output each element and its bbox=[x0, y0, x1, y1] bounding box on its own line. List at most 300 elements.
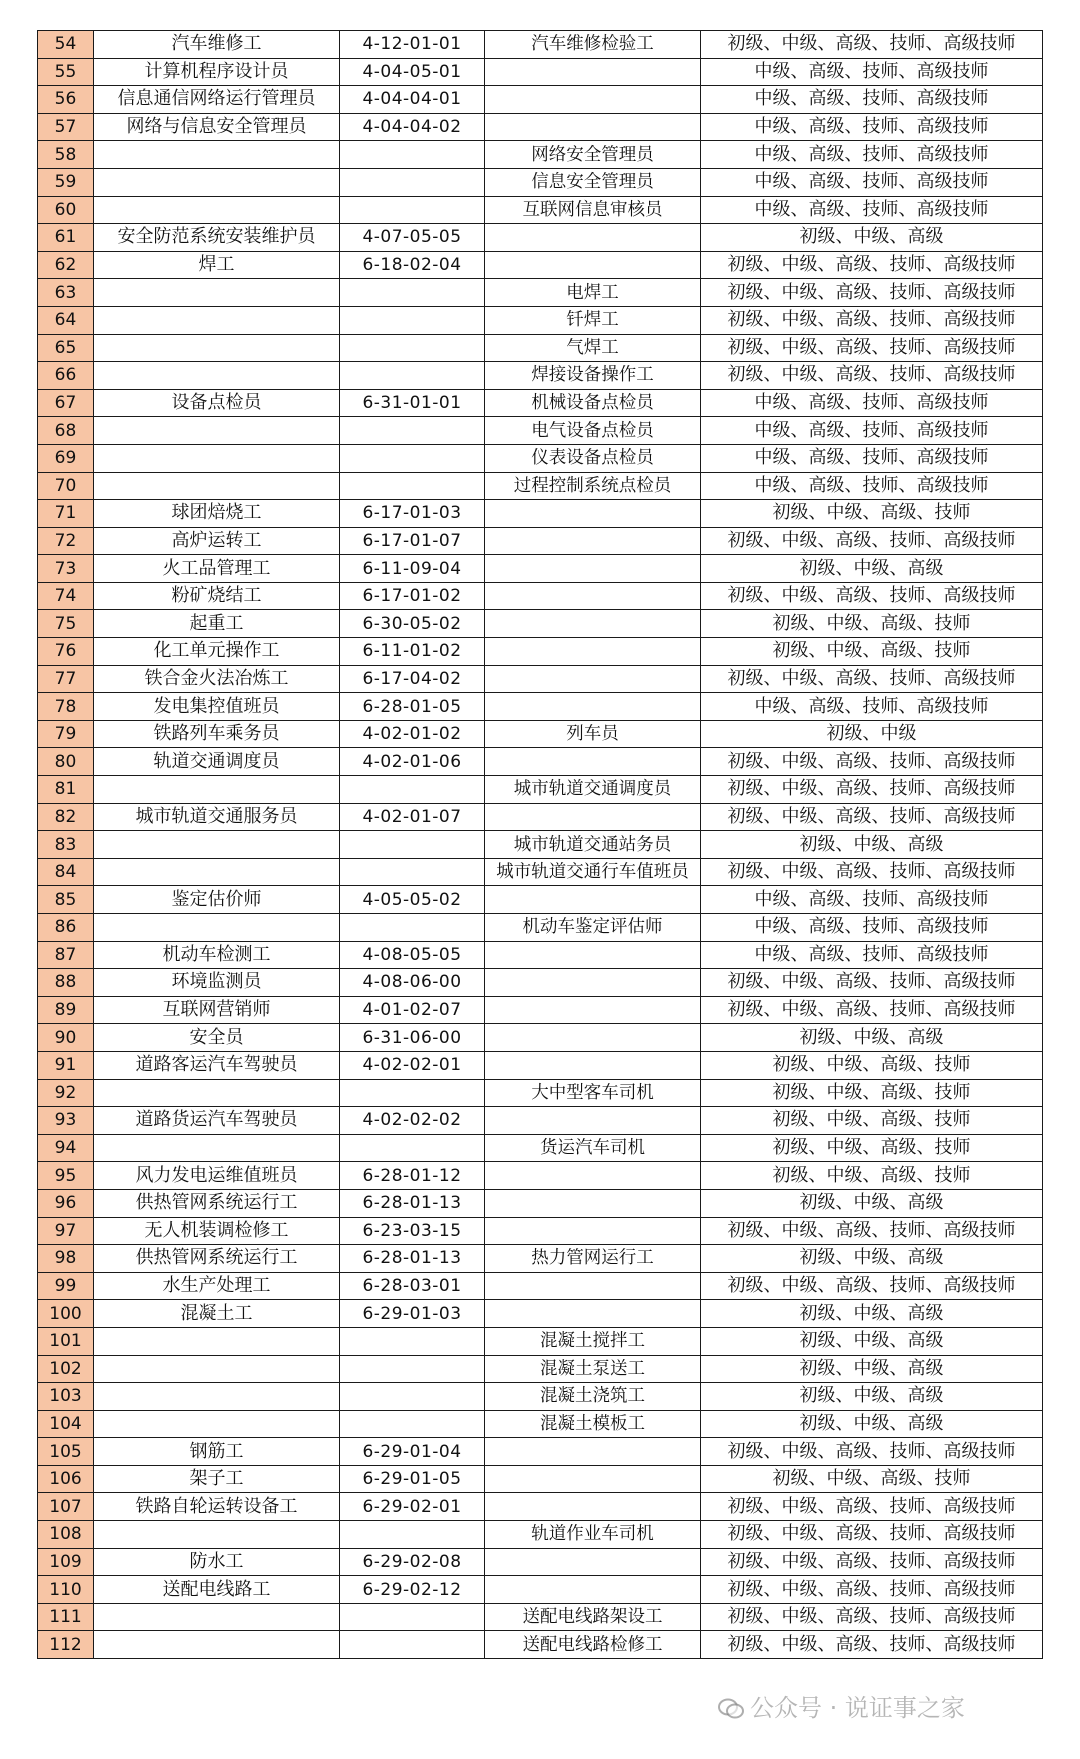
table-row bbox=[38, 1465, 1043, 1493]
skill-levels: 中级、高级、技师、高级技师 bbox=[701, 693, 1043, 721]
occupation-name: 环境监测员 bbox=[94, 969, 340, 997]
skill-levels: 中级、高级、技师、高级技师 bbox=[701, 168, 1043, 196]
table-row bbox=[38, 1327, 1043, 1355]
occupation-name bbox=[94, 1631, 340, 1659]
row-index: 76 bbox=[38, 638, 94, 666]
skill-levels: 初级、中级、高级、技师 bbox=[701, 638, 1043, 666]
occupation-name: 供热管网系统运行工 bbox=[94, 1245, 340, 1273]
table-row bbox=[38, 279, 1043, 307]
occupation-code: 6-29-01-03 bbox=[340, 1300, 485, 1328]
sub-occupation bbox=[485, 1024, 701, 1052]
occupation-table-container bbox=[37, 30, 1042, 1659]
row-index: 92 bbox=[38, 1079, 94, 1107]
skill-levels: 初级、中级、高级、技师、高级技师 bbox=[701, 1631, 1043, 1659]
skill-levels: 初级、中级、高级、技师、高级技师 bbox=[701, 748, 1043, 776]
sub-occupation bbox=[485, 1548, 701, 1576]
occupation-code: 4-05-05-02 bbox=[340, 886, 485, 914]
occupation-code: 4-02-02-02 bbox=[340, 1107, 485, 1135]
occupation-name bbox=[94, 914, 340, 942]
sub-occupation bbox=[485, 1272, 701, 1300]
row-index: 58 bbox=[38, 141, 94, 169]
occupation-code: 6-17-01-07 bbox=[340, 527, 485, 555]
occupation-code: 6-29-02-12 bbox=[340, 1576, 485, 1604]
table-row bbox=[38, 1493, 1043, 1521]
row-index: 96 bbox=[38, 1189, 94, 1217]
table-row bbox=[38, 334, 1043, 362]
table-row bbox=[38, 665, 1043, 693]
occupation-name: 鉴定估价师 bbox=[94, 886, 340, 914]
sub-occupation: 电气设备点检员 bbox=[485, 417, 701, 445]
row-index: 81 bbox=[38, 776, 94, 804]
skill-levels: 初级、中级、高级、技师 bbox=[701, 1051, 1043, 1079]
occupation-name bbox=[94, 1410, 340, 1438]
skill-levels: 初级、中级、高级、技师 bbox=[701, 1465, 1043, 1493]
sub-occupation bbox=[485, 969, 701, 997]
watermark bbox=[718, 1688, 965, 1723]
occupation-code bbox=[340, 362, 485, 390]
occupation-name: 轨道交通调度员 bbox=[94, 748, 340, 776]
table-row bbox=[38, 803, 1043, 831]
occupation-name: 网络与信息安全管理员 bbox=[94, 113, 340, 141]
table-row bbox=[38, 1162, 1043, 1190]
table-row bbox=[38, 941, 1043, 969]
sub-occupation bbox=[485, 941, 701, 969]
occupation-code: 4-02-01-07 bbox=[340, 803, 485, 831]
table-row bbox=[38, 1189, 1043, 1217]
sub-occupation: 焊接设备操作工 bbox=[485, 362, 701, 390]
occupation-name: 互联网营销师 bbox=[94, 996, 340, 1024]
skill-levels: 中级、高级、技师、高级技师 bbox=[701, 941, 1043, 969]
wechat-icon bbox=[718, 1698, 744, 1720]
occupation-code: 6-30-05-02 bbox=[340, 610, 485, 638]
occupation-name: 混凝土工 bbox=[94, 1300, 340, 1328]
occupation-code bbox=[340, 417, 485, 445]
row-index: 64 bbox=[38, 306, 94, 334]
occupation-code bbox=[340, 858, 485, 886]
occupation-name bbox=[94, 1521, 340, 1549]
row-index: 104 bbox=[38, 1410, 94, 1438]
row-index: 80 bbox=[38, 748, 94, 776]
occupation-name: 道路货运汽车驾驶员 bbox=[94, 1107, 340, 1135]
occupation-name: 铁合金火法冶炼工 bbox=[94, 665, 340, 693]
skill-levels: 中级、高级、技师、高级技师 bbox=[701, 196, 1043, 224]
row-index: 86 bbox=[38, 914, 94, 942]
skill-levels: 中级、高级、技师、高级技师 bbox=[701, 58, 1043, 86]
table-row bbox=[38, 251, 1043, 279]
occupation-code bbox=[340, 1410, 485, 1438]
skill-levels: 中级、高级、技师、高级技师 bbox=[701, 389, 1043, 417]
row-index: 83 bbox=[38, 831, 94, 859]
occupation-code bbox=[340, 1603, 485, 1631]
occupation-code bbox=[340, 1134, 485, 1162]
occupation-code: 6-28-01-05 bbox=[340, 693, 485, 721]
row-index: 62 bbox=[38, 251, 94, 279]
occupation-name: 供热管网系统运行工 bbox=[94, 1189, 340, 1217]
occupation-code: 4-12-01-01 bbox=[340, 31, 485, 59]
skill-levels: 初级、中级、高级 bbox=[701, 1355, 1043, 1383]
row-index: 77 bbox=[38, 665, 94, 693]
sub-occupation bbox=[485, 224, 701, 252]
row-index: 54 bbox=[38, 31, 94, 59]
row-index: 108 bbox=[38, 1521, 94, 1549]
sub-occupation: 混凝土泵送工 bbox=[485, 1355, 701, 1383]
occupation-name bbox=[94, 141, 340, 169]
occupation-name: 水生产处理工 bbox=[94, 1272, 340, 1300]
skill-levels: 初级、中级、高级、技师、高级技师 bbox=[701, 1521, 1043, 1549]
table-body bbox=[38, 31, 1043, 1659]
table-row bbox=[38, 886, 1043, 914]
skill-levels: 初级、中级、高级 bbox=[701, 831, 1043, 859]
occupation-name bbox=[94, 776, 340, 804]
row-index: 63 bbox=[38, 279, 94, 307]
row-index: 112 bbox=[38, 1631, 94, 1659]
table-row bbox=[38, 776, 1043, 804]
row-index: 109 bbox=[38, 1548, 94, 1576]
occupation-name: 安全员 bbox=[94, 1024, 340, 1052]
sub-occupation: 列车员 bbox=[485, 720, 701, 748]
occupation-code: 6-28-03-01 bbox=[340, 1272, 485, 1300]
skill-levels: 初级、中级、高级、技师、高级技师 bbox=[701, 1272, 1043, 1300]
skill-levels: 初级、中级、高级、技师、高级技师 bbox=[701, 1217, 1043, 1245]
sub-occupation: 仪表设备点检员 bbox=[485, 444, 701, 472]
row-index: 78 bbox=[38, 693, 94, 721]
sub-occupation bbox=[485, 610, 701, 638]
occupation-code bbox=[340, 472, 485, 500]
table-row bbox=[38, 141, 1043, 169]
sub-occupation bbox=[485, 1051, 701, 1079]
sub-occupation bbox=[485, 1438, 701, 1466]
table-row bbox=[38, 1024, 1043, 1052]
row-index: 84 bbox=[38, 858, 94, 886]
skill-levels: 中级、高级、技师、高级技师 bbox=[701, 86, 1043, 114]
occupation-name: 信息通信网络运行管理员 bbox=[94, 86, 340, 114]
occupation-code bbox=[340, 1383, 485, 1411]
sub-occupation: 钎焊工 bbox=[485, 306, 701, 334]
table-row bbox=[38, 1134, 1043, 1162]
skill-levels: 初级、中级、高级 bbox=[701, 1245, 1043, 1273]
skill-levels: 初级、中级、高级、技师、高级技师 bbox=[701, 527, 1043, 555]
occupation-name: 高炉运转工 bbox=[94, 527, 340, 555]
table-row bbox=[38, 831, 1043, 859]
skill-levels: 初级、中级、高级、技师、高级技师 bbox=[701, 1548, 1043, 1576]
skill-levels: 初级、中级、高级 bbox=[701, 1327, 1043, 1355]
sub-occupation bbox=[485, 113, 701, 141]
row-index: 56 bbox=[38, 86, 94, 114]
sub-occupation: 热力管网运行工 bbox=[485, 1245, 701, 1273]
table-row bbox=[38, 582, 1043, 610]
table-row bbox=[38, 1245, 1043, 1273]
skill-levels: 初级、中级、高级、技师 bbox=[701, 1162, 1043, 1190]
row-index: 72 bbox=[38, 527, 94, 555]
occupation-code: 6-17-04-02 bbox=[340, 665, 485, 693]
sub-occupation bbox=[485, 886, 701, 914]
row-index: 100 bbox=[38, 1300, 94, 1328]
occupation-name: 架子工 bbox=[94, 1465, 340, 1493]
occupation-name bbox=[94, 417, 340, 445]
sub-occupation bbox=[485, 1107, 701, 1135]
occupation-name: 防水工 bbox=[94, 1548, 340, 1576]
table-row bbox=[38, 444, 1043, 472]
sub-occupation: 网络安全管理员 bbox=[485, 141, 701, 169]
row-index: 85 bbox=[38, 886, 94, 914]
table-row bbox=[38, 196, 1043, 224]
sub-occupation bbox=[485, 527, 701, 555]
table-row bbox=[38, 1410, 1043, 1438]
row-index: 105 bbox=[38, 1438, 94, 1466]
row-index: 67 bbox=[38, 389, 94, 417]
skill-levels: 初级、中级、高级、技师、高级技师 bbox=[701, 1438, 1043, 1466]
occupation-code: 6-11-01-02 bbox=[340, 638, 485, 666]
watermark-text: 公众号 · 说证事之家 bbox=[750, 1694, 965, 1722]
sub-occupation: 送配电线路检修工 bbox=[485, 1631, 701, 1659]
table-row bbox=[38, 31, 1043, 59]
table-row bbox=[38, 1438, 1043, 1466]
skill-levels: 初级、中级、高级 bbox=[701, 1410, 1043, 1438]
sub-occupation bbox=[485, 1217, 701, 1245]
occupation-name bbox=[94, 472, 340, 500]
sub-occupation bbox=[485, 996, 701, 1024]
skill-levels: 初级、中级、高级、技师、高级技师 bbox=[701, 776, 1043, 804]
row-index: 69 bbox=[38, 444, 94, 472]
occupation-code: 6-31-06-00 bbox=[340, 1024, 485, 1052]
skill-levels: 初级、中级、高级、技师、高级技师 bbox=[701, 362, 1043, 390]
table-row bbox=[38, 858, 1043, 886]
sub-occupation: 送配电线路架设工 bbox=[485, 1603, 701, 1631]
occupation-name bbox=[94, 1327, 340, 1355]
sub-occupation bbox=[485, 1576, 701, 1604]
occupation-code: 4-07-05-05 bbox=[340, 224, 485, 252]
table-row bbox=[38, 417, 1043, 445]
skill-levels: 初级、中级、高级、技师 bbox=[701, 610, 1043, 638]
sub-occupation bbox=[485, 1162, 701, 1190]
sub-occupation: 城市轨道交通行车值班员 bbox=[485, 858, 701, 886]
row-index: 87 bbox=[38, 941, 94, 969]
skill-levels: 初级、中级、高级、技师、高级技师 bbox=[701, 803, 1043, 831]
row-index: 74 bbox=[38, 582, 94, 610]
occupation-code bbox=[340, 1355, 485, 1383]
sub-occupation bbox=[485, 1493, 701, 1521]
sub-occupation bbox=[485, 58, 701, 86]
table-row bbox=[38, 1272, 1043, 1300]
row-index: 90 bbox=[38, 1024, 94, 1052]
table-row bbox=[38, 969, 1043, 997]
occupation-name: 机动车检测工 bbox=[94, 941, 340, 969]
skill-levels: 初级、中级、高级 bbox=[701, 1024, 1043, 1052]
sub-occupation: 混凝土搅拌工 bbox=[485, 1327, 701, 1355]
occupation-code: 6-28-01-12 bbox=[340, 1162, 485, 1190]
sub-occupation: 互联网信息审核员 bbox=[485, 196, 701, 224]
table-row bbox=[38, 168, 1043, 196]
occupation-name: 送配电线路工 bbox=[94, 1576, 340, 1604]
table-row bbox=[38, 555, 1043, 583]
occupation-name: 化工单元操作工 bbox=[94, 638, 340, 666]
row-index: 89 bbox=[38, 996, 94, 1024]
sub-occupation: 大中型客车司机 bbox=[485, 1079, 701, 1107]
sub-occupation bbox=[485, 555, 701, 583]
skill-levels: 初级、中级、高级、技师 bbox=[701, 1107, 1043, 1135]
occupation-name: 焊工 bbox=[94, 251, 340, 279]
sub-occupation bbox=[485, 500, 701, 528]
row-index: 98 bbox=[38, 1245, 94, 1273]
occupation-code bbox=[340, 306, 485, 334]
row-index: 93 bbox=[38, 1107, 94, 1135]
occupation-code: 6-29-02-08 bbox=[340, 1548, 485, 1576]
sub-occupation: 混凝土浇筑工 bbox=[485, 1383, 701, 1411]
occupation-name: 钢筋工 bbox=[94, 1438, 340, 1466]
table-row bbox=[38, 914, 1043, 942]
skill-levels: 中级、高级、技师、高级技师 bbox=[701, 914, 1043, 942]
skill-levels: 中级、高级、技师、高级技师 bbox=[701, 444, 1043, 472]
table-row bbox=[38, 748, 1043, 776]
table-row bbox=[38, 720, 1043, 748]
occupation-code: 6-29-02-01 bbox=[340, 1493, 485, 1521]
occupation-code bbox=[340, 914, 485, 942]
sub-occupation bbox=[485, 665, 701, 693]
row-index: 111 bbox=[38, 1603, 94, 1631]
row-index: 94 bbox=[38, 1134, 94, 1162]
row-index: 102 bbox=[38, 1355, 94, 1383]
skill-levels: 初级、中级、高级、技师 bbox=[701, 500, 1043, 528]
occupation-code: 4-04-05-01 bbox=[340, 58, 485, 86]
skill-levels: 初级、中级、高级、技师、高级技师 bbox=[701, 582, 1043, 610]
row-index: 59 bbox=[38, 168, 94, 196]
occupation-name: 无人机装调检修工 bbox=[94, 1217, 340, 1245]
occupation-code bbox=[340, 1631, 485, 1659]
occupation-table bbox=[37, 30, 1043, 1659]
sub-occupation bbox=[485, 748, 701, 776]
occupation-name bbox=[94, 334, 340, 362]
sub-occupation bbox=[485, 803, 701, 831]
occupation-code bbox=[340, 1079, 485, 1107]
occupation-name: 发电集控值班员 bbox=[94, 693, 340, 721]
table-row bbox=[38, 1355, 1043, 1383]
table-row bbox=[38, 1051, 1043, 1079]
row-index: 97 bbox=[38, 1217, 94, 1245]
table-row bbox=[38, 1217, 1043, 1245]
skill-levels: 初级、中级、高级、技师、高级技师 bbox=[701, 1603, 1043, 1631]
occupation-name: 安全防范系统安装维护员 bbox=[94, 224, 340, 252]
row-index: 65 bbox=[38, 334, 94, 362]
sub-occupation: 机械设备点检员 bbox=[485, 389, 701, 417]
row-index: 60 bbox=[38, 196, 94, 224]
table-row bbox=[38, 362, 1043, 390]
occupation-code: 6-17-01-03 bbox=[340, 500, 485, 528]
occupation-code bbox=[340, 776, 485, 804]
row-index: 101 bbox=[38, 1327, 94, 1355]
sub-occupation: 混凝土模板工 bbox=[485, 1410, 701, 1438]
occupation-name bbox=[94, 1134, 340, 1162]
occupation-code: 4-02-01-02 bbox=[340, 720, 485, 748]
occupation-code: 6-29-01-04 bbox=[340, 1438, 485, 1466]
skill-levels: 中级、高级、技师、高级技师 bbox=[701, 141, 1043, 169]
skill-levels: 初级、中级、高级、技师、高级技师 bbox=[701, 1576, 1043, 1604]
occupation-code: 6-18-02-04 bbox=[340, 251, 485, 279]
occupation-name bbox=[94, 1355, 340, 1383]
table-row bbox=[38, 693, 1043, 721]
occupation-name: 汽车维修工 bbox=[94, 31, 340, 59]
sub-occupation bbox=[485, 1189, 701, 1217]
occupation-code bbox=[340, 196, 485, 224]
sub-occupation: 城市轨道交通站务员 bbox=[485, 831, 701, 859]
occupation-code bbox=[340, 831, 485, 859]
occupation-name: 设备点检员 bbox=[94, 389, 340, 417]
occupation-code: 6-11-09-04 bbox=[340, 555, 485, 583]
occupation-name bbox=[94, 168, 340, 196]
occupation-code bbox=[340, 1521, 485, 1549]
table-row bbox=[38, 472, 1043, 500]
skill-levels: 初级、中级、高级 bbox=[701, 1383, 1043, 1411]
occupation-code bbox=[340, 1327, 485, 1355]
row-index: 106 bbox=[38, 1465, 94, 1493]
occupation-code: 6-28-01-13 bbox=[340, 1189, 485, 1217]
sub-occupation: 电焊工 bbox=[485, 279, 701, 307]
row-index: 107 bbox=[38, 1493, 94, 1521]
skill-levels: 初级、中级、高级、技师、高级技师 bbox=[701, 858, 1043, 886]
row-index: 57 bbox=[38, 113, 94, 141]
occupation-name: 道路客运汽车驾驶员 bbox=[94, 1051, 340, 1079]
sub-occupation: 汽车维修检验工 bbox=[485, 31, 701, 59]
occupation-code: 6-29-01-05 bbox=[340, 1465, 485, 1493]
table-row bbox=[38, 389, 1043, 417]
skill-levels: 初级、中级、高级、技师、高级技师 bbox=[701, 334, 1043, 362]
skill-levels: 初级、中级、高级、技师 bbox=[701, 1134, 1043, 1162]
skill-levels: 初级、中级、高级 bbox=[701, 1189, 1043, 1217]
occupation-name bbox=[94, 306, 340, 334]
row-index: 61 bbox=[38, 224, 94, 252]
skill-levels: 初级、中级、高级、技师、高级技师 bbox=[701, 279, 1043, 307]
skill-levels: 中级、高级、技师、高级技师 bbox=[701, 886, 1043, 914]
table-row bbox=[38, 58, 1043, 86]
skill-levels: 中级、高级、技师、高级技师 bbox=[701, 472, 1043, 500]
occupation-code: 6-23-03-15 bbox=[340, 1217, 485, 1245]
row-index: 55 bbox=[38, 58, 94, 86]
sub-occupation bbox=[485, 86, 701, 114]
occupation-code: 4-01-02-07 bbox=[340, 996, 485, 1024]
occupation-name bbox=[94, 279, 340, 307]
sub-occupation: 过程控制系统点检员 bbox=[485, 472, 701, 500]
table-row bbox=[38, 113, 1043, 141]
sub-occupation: 气焊工 bbox=[485, 334, 701, 362]
table-row bbox=[38, 527, 1043, 555]
table-row bbox=[38, 500, 1043, 528]
occupation-name bbox=[94, 444, 340, 472]
row-index: 75 bbox=[38, 610, 94, 638]
occupation-name: 计算机程序设计员 bbox=[94, 58, 340, 86]
occupation-code: 4-04-04-02 bbox=[340, 113, 485, 141]
row-index: 88 bbox=[38, 969, 94, 997]
sub-occupation bbox=[485, 693, 701, 721]
skill-levels: 初级、中级、高级、技师、高级技师 bbox=[701, 665, 1043, 693]
row-index: 70 bbox=[38, 472, 94, 500]
occupation-name bbox=[94, 1079, 340, 1107]
occupation-code bbox=[340, 444, 485, 472]
sub-occupation: 轨道作业车司机 bbox=[485, 1521, 701, 1549]
occupation-name bbox=[94, 1383, 340, 1411]
occupation-name bbox=[94, 196, 340, 224]
occupation-code: 4-02-02-01 bbox=[340, 1051, 485, 1079]
skill-levels: 初级、中级、高级 bbox=[701, 1300, 1043, 1328]
occupation-code bbox=[340, 141, 485, 169]
skill-levels: 初级、中级、高级、技师、高级技师 bbox=[701, 306, 1043, 334]
skill-levels: 初级、中级、高级 bbox=[701, 555, 1043, 583]
table-row bbox=[38, 1107, 1043, 1135]
skill-levels: 初级、中级、高级、技师、高级技师 bbox=[701, 251, 1043, 279]
occupation-name bbox=[94, 1603, 340, 1631]
sub-occupation bbox=[485, 251, 701, 279]
occupation-code bbox=[340, 279, 485, 307]
sub-occupation: 信息安全管理员 bbox=[485, 168, 701, 196]
occupation-code: 4-04-04-01 bbox=[340, 86, 485, 114]
